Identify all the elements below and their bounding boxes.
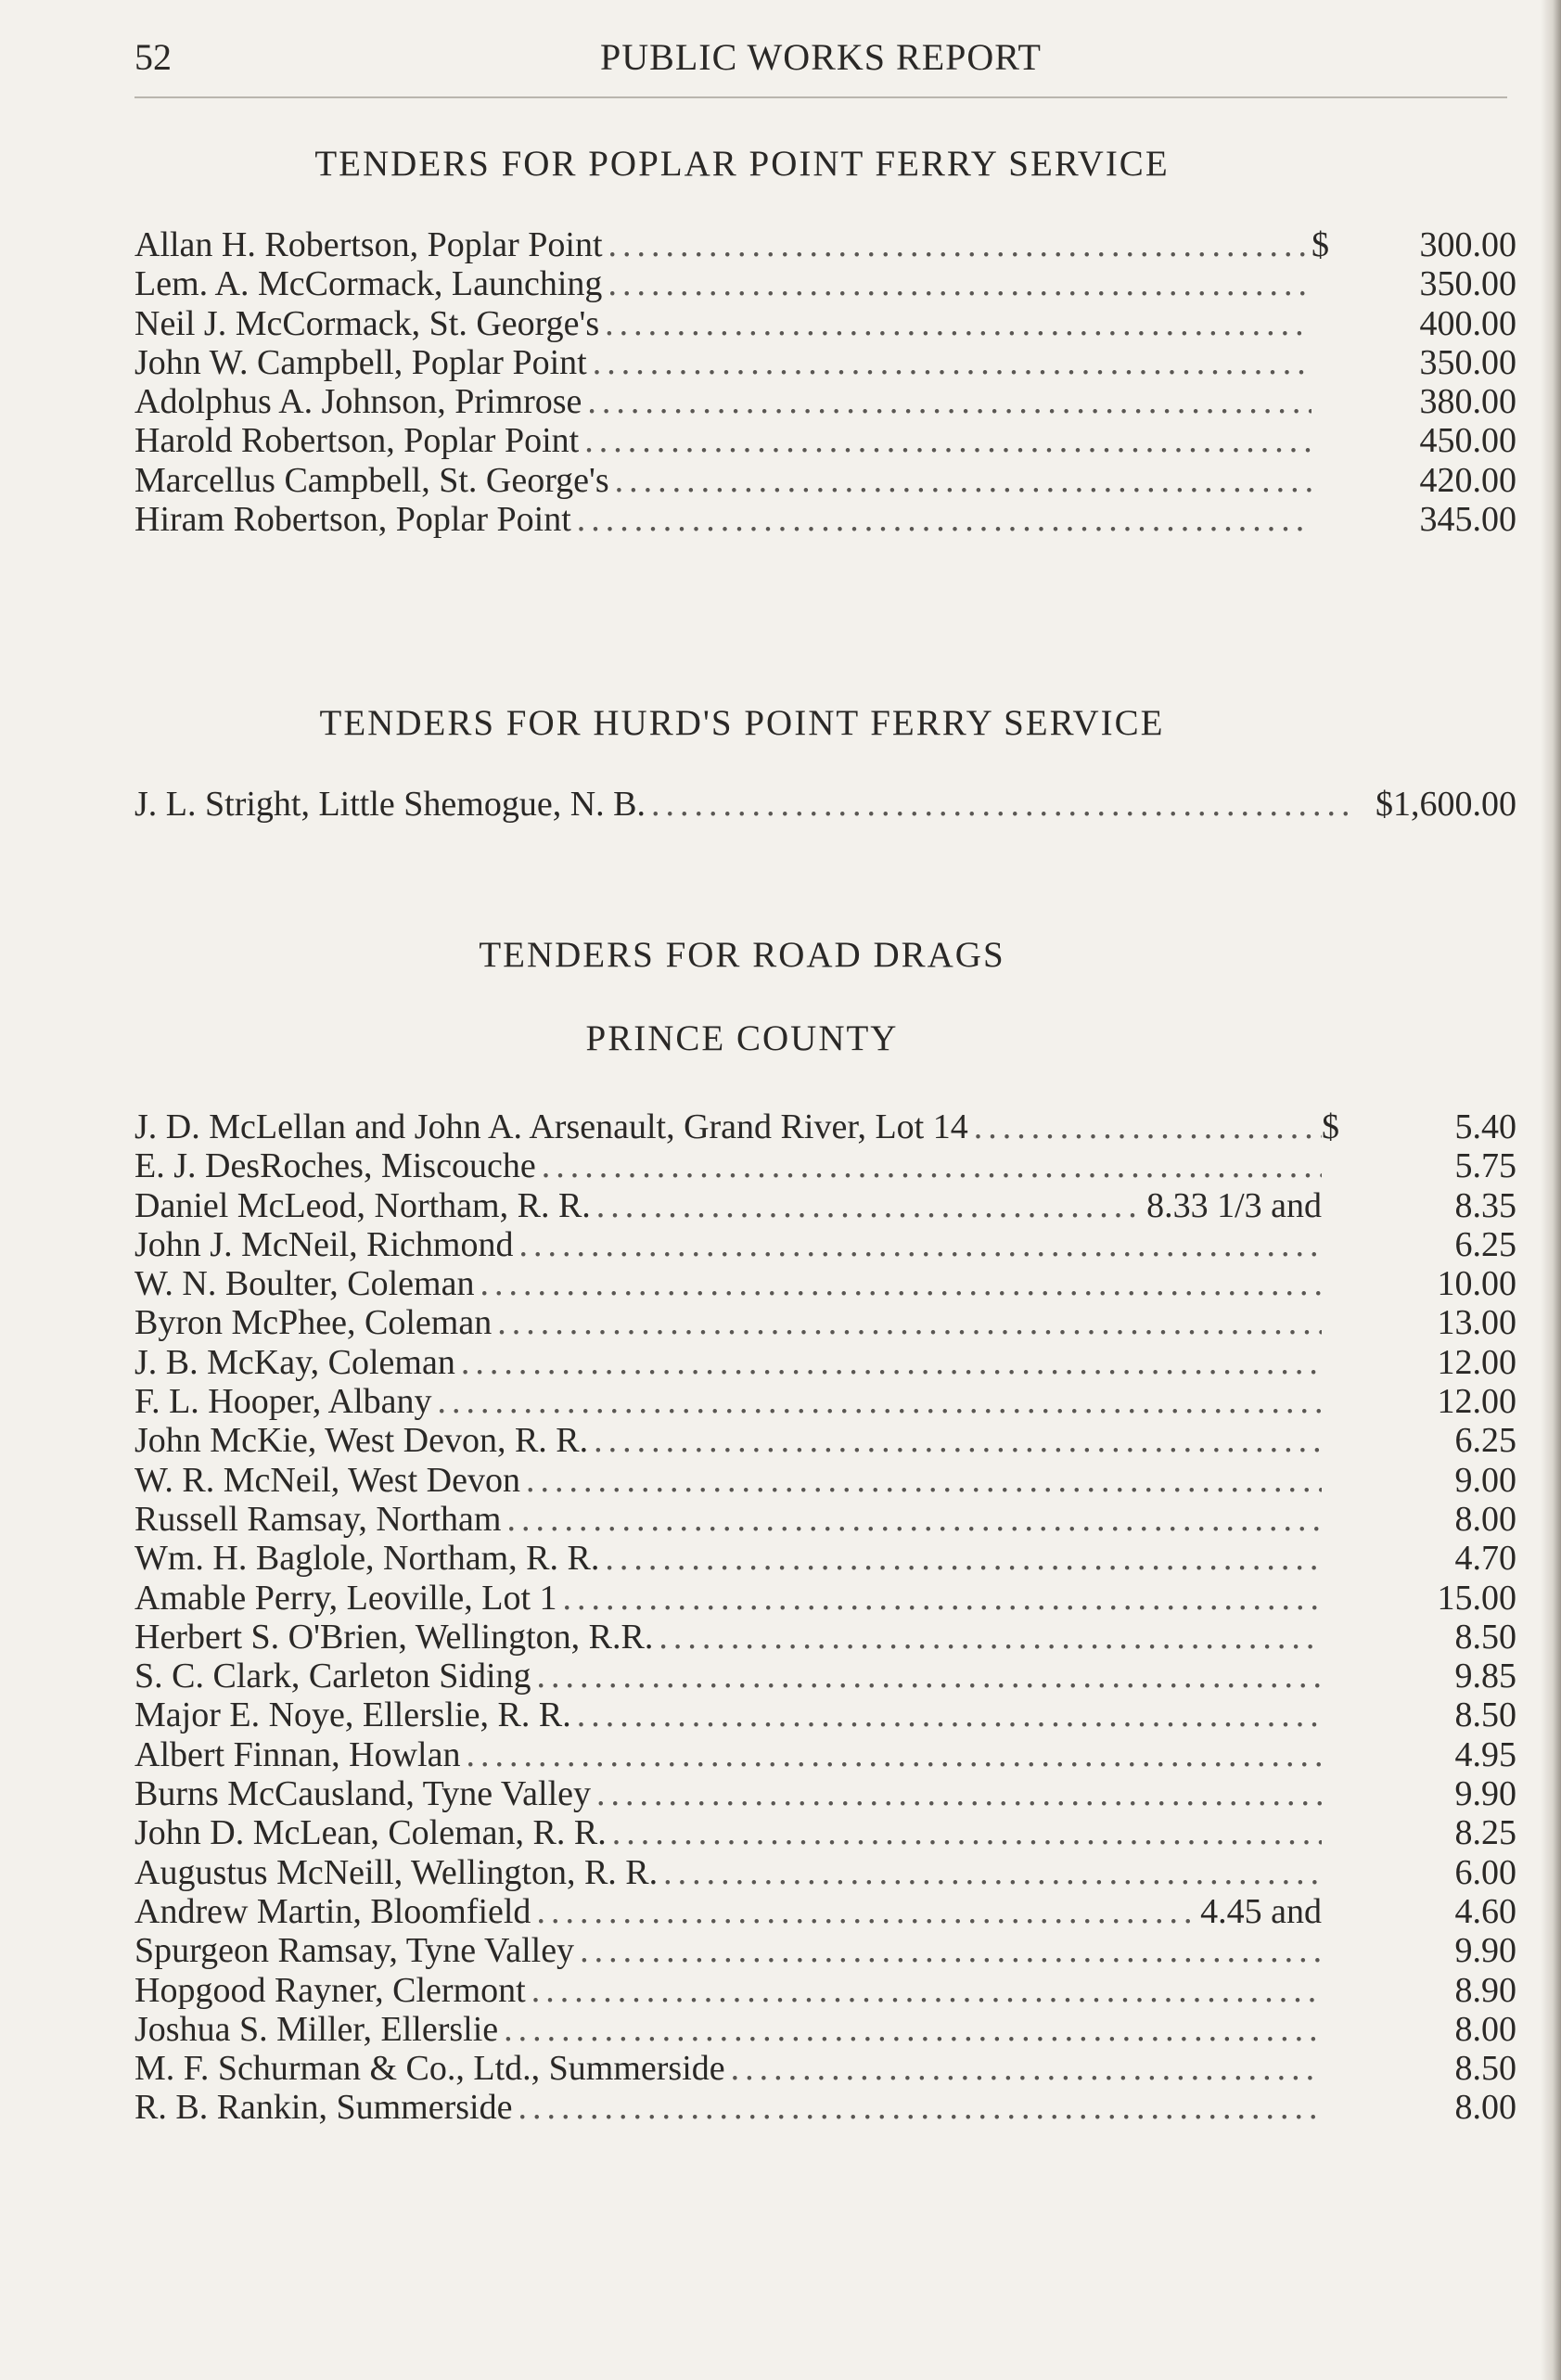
tenderer-name: J. L. Stright, Little Shemogue, N. B. (134, 785, 646, 824)
tender-row (134, 2049, 1516, 2088)
dot-leader (518, 2088, 1322, 2127)
tender-amount: 13.00 (1437, 1303, 1516, 1343)
tender-amount: 345.00 (1419, 500, 1516, 540)
tender-amount: 5.40 (1454, 1107, 1516, 1146)
dot-leader (587, 382, 1311, 421)
tenderer-name: Spurgeon Ramsay, Tyne Valley (134, 1931, 575, 1971)
section-title-road-drags: TENDERS FOR ROAD DRAGS (479, 935, 1005, 975)
tenderer-name: John J. McNeil, Richmond (134, 1224, 514, 1264)
dot-leader (526, 1461, 1322, 1500)
dot-leader (974, 1107, 1322, 1146)
tenderer-name: Andrew Martin, Bloomfield (134, 1891, 531, 1931)
tender-row (134, 461, 1516, 500)
tenderer-name: Russell Ramsay, Northam (134, 1499, 502, 1539)
tender-amount: 8.90 (1454, 1970, 1516, 2010)
tenderer-name: John McKie, West Devon, R. R. (134, 1421, 589, 1461)
dot-leader (542, 1146, 1322, 1185)
dot-leader (731, 2049, 1322, 2088)
tender-amount: 4.70 (1454, 1539, 1516, 1579)
tender-amount: 8.00 (1454, 1499, 1516, 1539)
dot-leader (466, 1735, 1322, 1774)
tender-amount: 8.35 (1454, 1185, 1516, 1225)
tenderer-name: Adolphus A. Johnson, Primrose (134, 382, 582, 422)
dot-leader (596, 1774, 1322, 1813)
dot-leader (659, 1618, 1322, 1657)
tenderer-name: Daniel McLeod, Northam, R. R. (134, 1185, 591, 1225)
tender-row (134, 2088, 1516, 2127)
tender-amount: 8.00 (1454, 2088, 1516, 2128)
section-title-poplar-point: TENDERS FOR POPLAR POINT FERRY SERVICE (314, 144, 1170, 184)
alternate-amount: 8.33 1/3 and (1146, 1185, 1322, 1225)
dot-leader (531, 1971, 1322, 2010)
tenderer-name: W. N. Boulter, Coleman (134, 1264, 475, 1304)
tender-row (134, 1225, 1516, 1264)
tender-amount: 8.00 (1454, 2009, 1516, 2049)
tender-amount: 350.00 (1419, 342, 1516, 382)
currency-symbol: $ (1311, 225, 1329, 264)
tender-row (134, 1461, 1516, 1500)
tender-row (134, 1146, 1516, 1185)
page-number: 52 (134, 36, 172, 78)
tender-row (134, 1813, 1516, 1852)
dot-leader (605, 1539, 1322, 1578)
tenderer-name: Lem. A. McCormack, Launching (134, 264, 603, 304)
tender-row (134, 1735, 1516, 1774)
poplar-point-tender-list (134, 225, 1516, 539)
tenderer-name: Wm. H. Baglole, Northam, R. R. (134, 1539, 600, 1579)
dot-leader (563, 1579, 1322, 1618)
tender-amount: 8.50 (1454, 1617, 1516, 1657)
road-drag-tender-list (134, 1107, 1516, 2128)
tenderer-name: Harold Robertson, Poplar Point (134, 421, 580, 461)
dot-leader (608, 264, 1311, 303)
tenderer-name: E. J. DesRoches, Miscouche (134, 1146, 536, 1186)
dot-leader (580, 1931, 1322, 1970)
tenderer-name: John W. Campbell, Poplar Point (134, 342, 587, 382)
header-rule (134, 96, 1507, 98)
tender-amount: 12.00 (1437, 1382, 1516, 1422)
dot-leader (651, 785, 1354, 824)
tender-row (134, 1931, 1516, 1970)
tender-row (134, 1264, 1516, 1303)
tender-row (134, 1695, 1516, 1734)
dot-leader (480, 1264, 1322, 1303)
tender-row (134, 2010, 1516, 2049)
tenderer-name: Allan H. Robertson, Poplar Point (134, 225, 603, 264)
dot-leader (497, 1303, 1322, 1342)
tenderer-name: Hopgood Rayner, Clermont (134, 1970, 526, 2010)
tenderer-name: John D. McLean, Coleman, R. R. (134, 1813, 607, 1853)
tenderer-name: W. R. McNeil, West Devon (134, 1460, 520, 1500)
tender-row (134, 343, 1516, 382)
tender-amount: 5.75 (1454, 1146, 1516, 1186)
tenderer-name: Amable Perry, Leoville, Lot 1 (134, 1578, 557, 1618)
tenderer-name: Albert Finnan, Howlan (134, 1734, 461, 1774)
running-title: PUBLIC WORKS REPORT (600, 36, 1042, 78)
dot-leader (596, 1186, 1139, 1225)
dot-leader (584, 421, 1311, 460)
tender-amount: 6.25 (1454, 1224, 1516, 1264)
tender-row (134, 304, 1516, 343)
tender-row (134, 225, 1516, 264)
tenderer-name: F. L. Hooper, Albany (134, 1382, 432, 1422)
dot-leader (537, 1657, 1323, 1695)
dot-leader (612, 1813, 1322, 1852)
tenderer-name: R. B. Rankin, Summerside (134, 2088, 513, 2128)
section-subtitle-prince-county: PRINCE COUNTY (585, 1018, 899, 1058)
dot-leader (536, 1892, 1193, 1931)
dot-leader (577, 1695, 1322, 1734)
hurds-point-tender-list (134, 785, 1516, 824)
tender-amount: 420.00 (1419, 460, 1516, 500)
tender-row (134, 421, 1516, 460)
dot-leader (577, 500, 1311, 539)
tender-row (134, 264, 1516, 303)
tenderer-name: Augustus McNeill, Wellington, R. R. (134, 1852, 659, 1892)
tender-row (134, 1343, 1516, 1382)
tender-amount: 6.00 (1454, 1852, 1516, 1892)
tenderer-name: Neil J. McCormack, St. George's (134, 303, 600, 343)
tenderer-name: Marcellus Campbell, St. George's (134, 460, 609, 500)
tender-amount: 10.00 (1437, 1264, 1516, 1304)
tender-row (134, 1971, 1516, 2010)
page-binding-edge (1541, 0, 1561, 2380)
tenderer-name: S. C. Clark, Carleton Siding (134, 1657, 531, 1696)
dot-leader (506, 1500, 1322, 1539)
tender-amount: 8.50 (1454, 1695, 1516, 1735)
tender-row (134, 1382, 1516, 1421)
tender-amount: 4.95 (1454, 1734, 1516, 1774)
tender-amount: 6.25 (1454, 1421, 1516, 1461)
dot-leader (608, 225, 1311, 264)
tenderer-name: Joshua S. Miller, Ellerslie (134, 2009, 499, 2049)
dot-leader (594, 1421, 1322, 1460)
tenderer-name: J. D. McLellan and John A. Arsenault, Grand River, Lot 14 (134, 1107, 968, 1146)
tenderer-name: Burns McCausland, Tyne Valley (134, 1774, 591, 1814)
tender-row (134, 1107, 1516, 1146)
currency-symbol: $ (1322, 1107, 1339, 1146)
section-title-hurds-point: TENDERS FOR HURD'S POINT FERRY SERVICE (319, 703, 1165, 743)
tender-row (134, 500, 1516, 539)
dot-leader (504, 2010, 1322, 2049)
dot-leader (605, 304, 1311, 343)
tender-amount: 450.00 (1419, 421, 1516, 461)
dot-leader (663, 1853, 1322, 1892)
tender-row (134, 1892, 1516, 1931)
tenderer-name: Major E. Noye, Ellerslie, R. R. (134, 1695, 571, 1735)
tender-row (134, 1539, 1516, 1578)
tenderer-name: Byron McPhee, Coleman (134, 1303, 493, 1343)
tender-amount: 8.25 (1454, 1813, 1516, 1853)
dot-leader (461, 1343, 1322, 1382)
tenderer-name: Hiram Robertson, Poplar Point (134, 500, 571, 540)
tender-row (134, 1186, 1516, 1225)
tender-amount: 400.00 (1419, 303, 1516, 343)
tender-row (134, 1657, 1516, 1695)
tender-amount: 8.50 (1454, 2049, 1516, 2089)
alternate-amount: 4.45 and (1200, 1891, 1322, 1931)
page-header (134, 35, 1507, 91)
dot-leader (518, 1225, 1322, 1264)
tender-amount: 9.90 (1454, 1774, 1516, 1814)
tender-row (134, 382, 1516, 421)
tender-amount: 15.00 (1437, 1578, 1516, 1618)
tenderer-name: Herbert S. O'Brien, Wellington, R.R. (134, 1617, 654, 1657)
tenderer-name: J. B. McKay, Coleman (134, 1342, 455, 1382)
tender-row (134, 1774, 1516, 1813)
tender-amount: 350.00 (1419, 264, 1516, 304)
dot-leader (593, 343, 1311, 382)
tender-amount: 380.00 (1419, 382, 1516, 422)
tender-amount: 9.90 (1454, 1931, 1516, 1971)
tender-amount: 9.85 (1454, 1657, 1516, 1696)
dot-leader (438, 1382, 1322, 1421)
tender-row (134, 1579, 1516, 1618)
tender-amount: 9.00 (1454, 1460, 1516, 1500)
tender-row (134, 1303, 1516, 1342)
tender-amount: 4.60 (1454, 1891, 1516, 1931)
tender-amount: 300.00 (1419, 225, 1516, 264)
dot-leader (615, 461, 1311, 500)
tender-amount: $1,600.00 (1375, 785, 1516, 824)
tender-row (134, 1421, 1516, 1460)
tender-amount: 12.00 (1437, 1342, 1516, 1382)
tender-row (134, 785, 1516, 824)
tender-row (134, 1853, 1516, 1892)
tender-row (134, 1500, 1516, 1539)
tender-row (134, 1618, 1516, 1657)
tenderer-name: M. F. Schurman & Co., Ltd., Summerside (134, 2049, 725, 2089)
